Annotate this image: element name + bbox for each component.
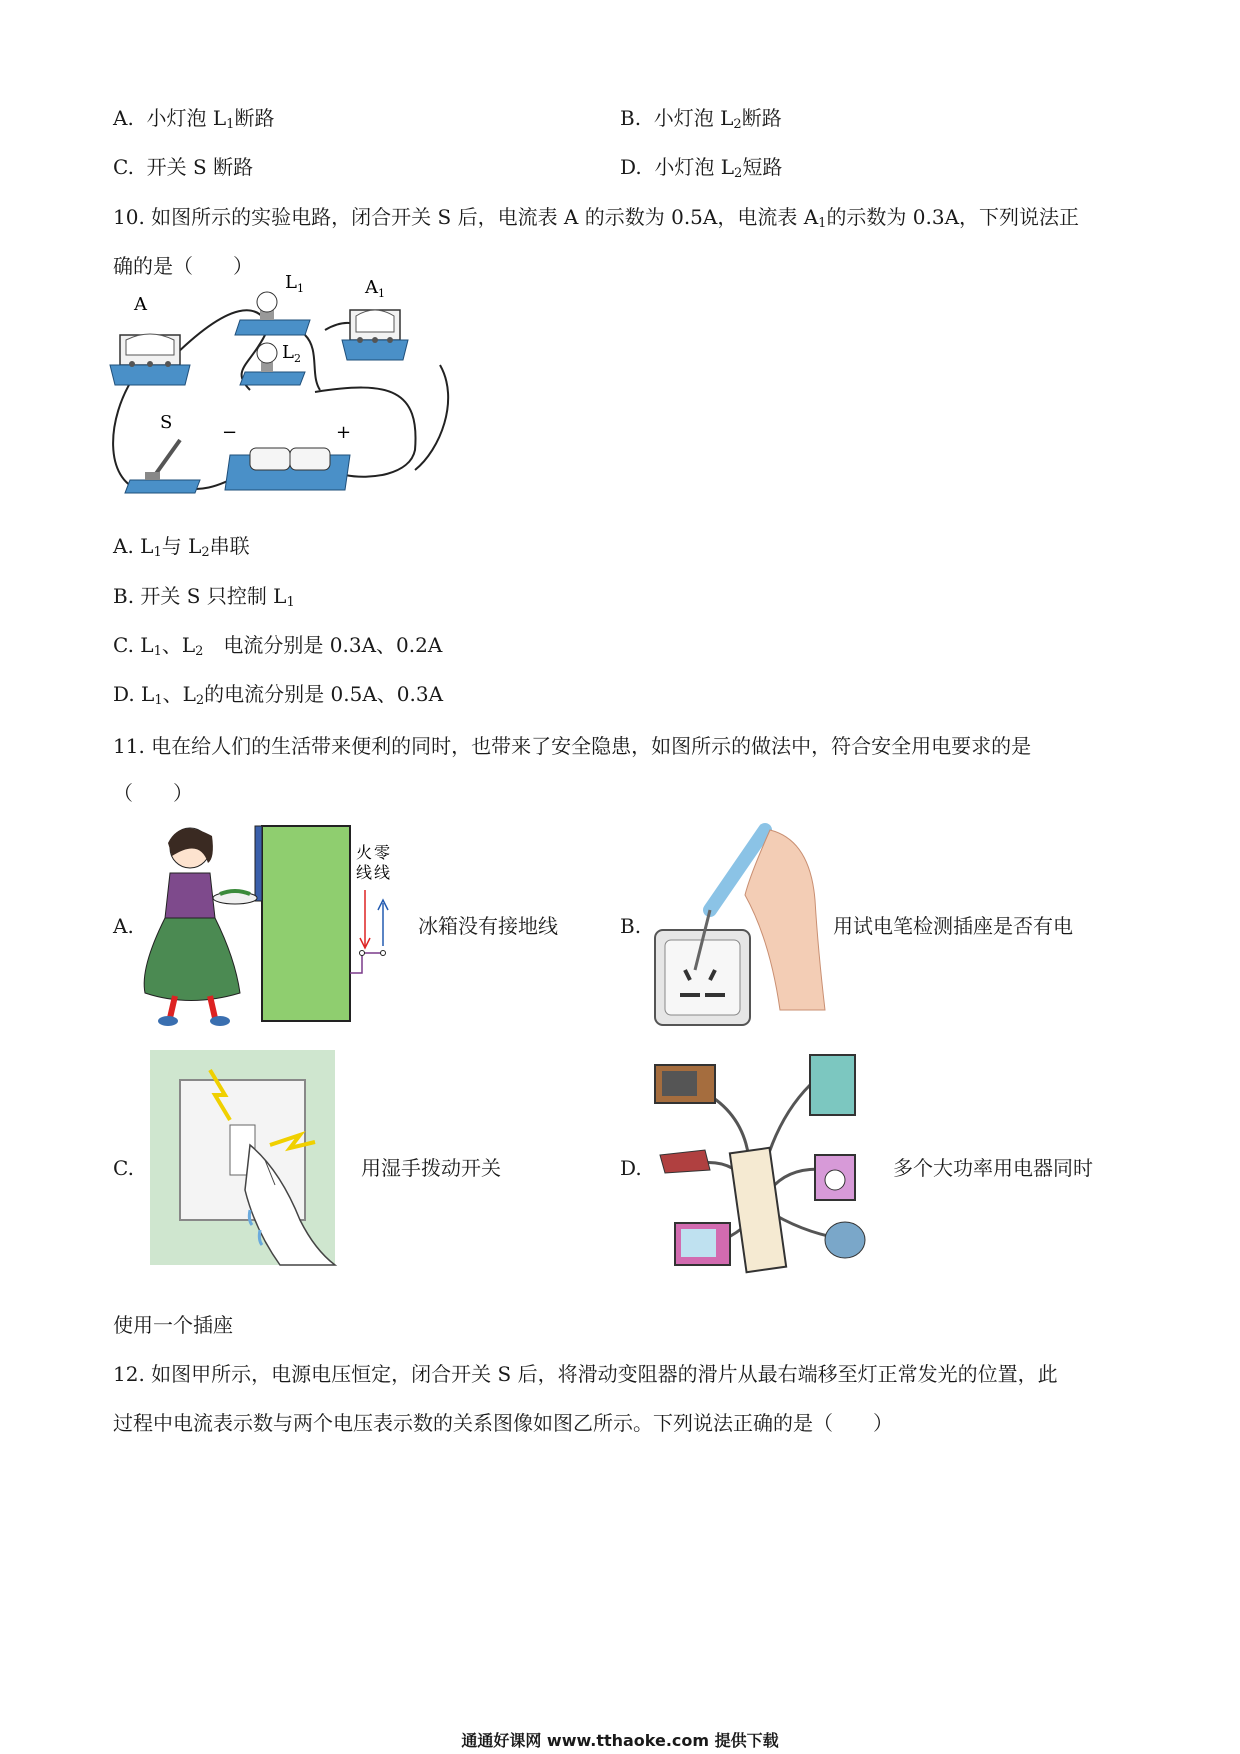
q11-option-a-prefix: A. <box>113 914 134 938</box>
q11-option-c-prefix: C. <box>113 1156 134 1180</box>
battery-minus-label: − <box>222 422 238 443</box>
q10-option-a: A. $L_1$与 $L_2$串联 <box>113 534 250 560</box>
switch-s <box>125 412 200 493</box>
battery <box>222 422 351 490</box>
q10-option-c: C. $L_1$、$L_2$ 电流分别是 0.3A、0.2A <box>113 633 443 659</box>
q10-stem-line2: 确的是（ ） <box>113 254 253 278</box>
q11-option-a-caption: 冰箱没有接地线 <box>418 914 558 938</box>
battery-plus-label: + <box>336 422 352 443</box>
q11-option-d-prefix: D. <box>620 1156 642 1180</box>
q10-option-b: B. 开关 S 只控制 $L_1$ <box>113 584 295 610</box>
q11-option-a-figure <box>140 818 400 1028</box>
q11-stem-line2: （ ） <box>113 781 193 805</box>
q11-option-b-prefix: B. <box>620 914 642 938</box>
neutral-wire-label-2: 线 <box>374 863 391 882</box>
page-footer: 通通好课网 www.tthaoke.com 提供下载 <box>461 1731 779 1750</box>
q10-circuit-figure <box>110 272 470 515</box>
q11-option-b-caption: 用试电笔检测插座是否有电 <box>833 914 1073 938</box>
ammeter-a1 <box>342 277 408 360</box>
q11-option-c-figure <box>150 1050 335 1265</box>
q11-option-d-caption: 多个大功率用电器同时 <box>893 1156 1093 1180</box>
lamp-l2 <box>240 342 305 385</box>
q12-stem-line1: 12. 如图甲所示，电源电压恒定，闭合开关 S 后，将滑动变阻器的滑片从最右端移至灯正常发光的位置，此 <box>113 1362 1058 1386</box>
neutral-wire-label-1: 零 <box>374 843 391 862</box>
q10-stem-line1: 10. 如图所示的实验电路，闭合开关 S 后，电流表 A 的示数为 0.5A，电流表 $A_1$的示数为 0.3A，下列说法正 <box>113 205 1080 231</box>
q12-stem-line2: 过程中电流表示数与两个电压表示数的关系图像如图乙所示。下列说法正确的是（ ） <box>113 1411 893 1435</box>
q11-option-d-figure <box>650 1055 885 1280</box>
q11-stem-line1: 11. 电在给人们的生活带来便利的同时，也带来了安全隐患，如图所示的做法中，符合安全用电要求的是 <box>113 734 1032 758</box>
lamp-l2-label: $L_2$ <box>282 342 301 365</box>
ammeter-a-label: A <box>134 294 147 315</box>
q10-option-d: D. $L_1$、$L_2$的电流分别是 0.5A、0.3A <box>113 682 444 708</box>
fire-wire-label-2: 线 <box>356 863 373 882</box>
q9-option-c: C. 开关 S 断路 <box>113 155 254 179</box>
q11-option-c-caption: 用湿手拨动开关 <box>361 1156 501 1180</box>
q9-option-a: A. 小灯泡 $L_1$断路 <box>113 106 275 132</box>
q9-option-d: D. 小灯泡 $L_2$短路 <box>620 155 783 181</box>
lamp-l1-label: $L_1$ <box>285 272 304 295</box>
ammeter-a <box>110 294 190 385</box>
q11-option-d-caption-continuation: 使用一个插座 <box>113 1313 233 1337</box>
q9-option-b: B. 小灯泡 $L_2$断路 <box>620 106 782 132</box>
ammeter-a1-label: $A_1$ <box>365 277 385 300</box>
girl-illustration <box>144 828 257 1026</box>
q11-option-b-figure <box>650 820 830 1030</box>
switch-s-label: S <box>160 412 173 433</box>
fire-wire-label-1: 火 <box>356 843 373 862</box>
lamp-l1 <box>235 272 310 335</box>
